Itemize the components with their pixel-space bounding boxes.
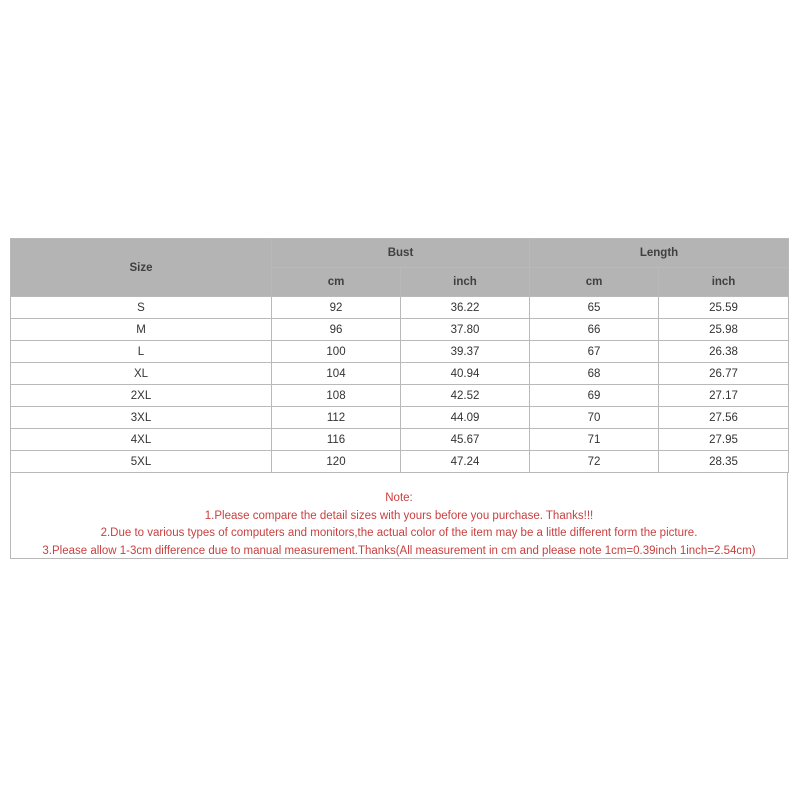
table-row: [11, 407, 789, 429]
bust-cm-cell: 104: [272, 363, 401, 385]
bust-cm-cell: 112: [272, 407, 401, 429]
bust-group-header: Bust: [272, 239, 530, 268]
size-table: [10, 238, 789, 473]
size-cell: L: [11, 341, 272, 363]
bust-inch-cell: 45.67: [401, 429, 530, 451]
length-cm-cell: 66: [530, 319, 659, 341]
table-row: [11, 319, 789, 341]
length-cm-header: cm: [530, 268, 659, 297]
length-inch-cell: 27.56: [659, 407, 789, 429]
table-row: [11, 297, 789, 319]
bust-inch-cell: 40.94: [401, 363, 530, 385]
size-cell: M: [11, 319, 272, 341]
length-cm-cell: 72: [530, 451, 659, 473]
length-inch-cell: 28.35: [659, 451, 789, 473]
length-cm-cell: 71: [530, 429, 659, 451]
note-line-2: 2.Due to various types of computers and monitors,the actual color of the item may be a little different form the picture.: [100, 527, 698, 539]
length-inch-header: inch: [659, 268, 789, 297]
bust-inch-cell: 44.09: [401, 407, 530, 429]
table-row: [11, 363, 789, 385]
table-row: [11, 385, 789, 407]
length-group-header: Length: [530, 239, 789, 268]
length-cm-cell: 65: [530, 297, 659, 319]
size-cell: 4XL: [11, 429, 272, 451]
table-row: [11, 429, 789, 451]
size-chart: [10, 238, 788, 559]
bust-cm-header: cm: [272, 268, 401, 297]
bust-cm-cell: 116: [272, 429, 401, 451]
note-line-1: 1.Please compare the detail sizes with yours before you purchase. Thanks!!!: [204, 509, 594, 522]
length-cm-cell: 67: [530, 341, 659, 363]
notes-box: [10, 473, 788, 559]
length-cm-cell: 68: [530, 363, 659, 385]
table-header-row: [11, 239, 789, 268]
table-body: [11, 297, 789, 473]
bust-cm-cell: 92: [272, 297, 401, 319]
note-line-3: 3.Please allow 1-3cm difference due to manual measurement.Thanks(All measurement in cm and please note 1cm=0.39inch 1inch=2.54cm): [42, 544, 756, 557]
bust-inch-cell: 42.52: [401, 385, 530, 407]
size-cell: 5XL: [11, 451, 272, 473]
table-row: [11, 341, 789, 363]
bust-cm-cell: 108: [272, 385, 401, 407]
table-row: [11, 451, 789, 473]
bust-cm-cell: 100: [272, 341, 401, 363]
size-cell: XL: [11, 363, 272, 385]
size-cell: 2XL: [11, 385, 272, 407]
length-inch-cell: 25.98: [659, 319, 789, 341]
length-inch-cell: 26.38: [659, 341, 789, 363]
bust-inch-cell: 36.22: [401, 297, 530, 319]
bust-inch-cell: 47.24: [401, 451, 530, 473]
bust-cm-cell: 96: [272, 319, 401, 341]
bust-inch-cell: 39.37: [401, 341, 530, 363]
length-cm-cell: 69: [530, 385, 659, 407]
bust-inch-header: inch: [401, 268, 530, 297]
note-title: Note:: [385, 492, 413, 504]
length-inch-cell: 25.59: [659, 297, 789, 319]
length-inch-cell: 26.77: [659, 363, 789, 385]
length-inch-cell: 27.17: [659, 385, 789, 407]
bust-cm-cell: 120: [272, 451, 401, 473]
length-cm-cell: 70: [530, 407, 659, 429]
size-column-header: Size: [11, 239, 272, 297]
size-cell: S: [11, 297, 272, 319]
bust-inch-cell: 37.80: [401, 319, 530, 341]
size-cell: 3XL: [11, 407, 272, 429]
length-inch-cell: 27.95: [659, 429, 789, 451]
